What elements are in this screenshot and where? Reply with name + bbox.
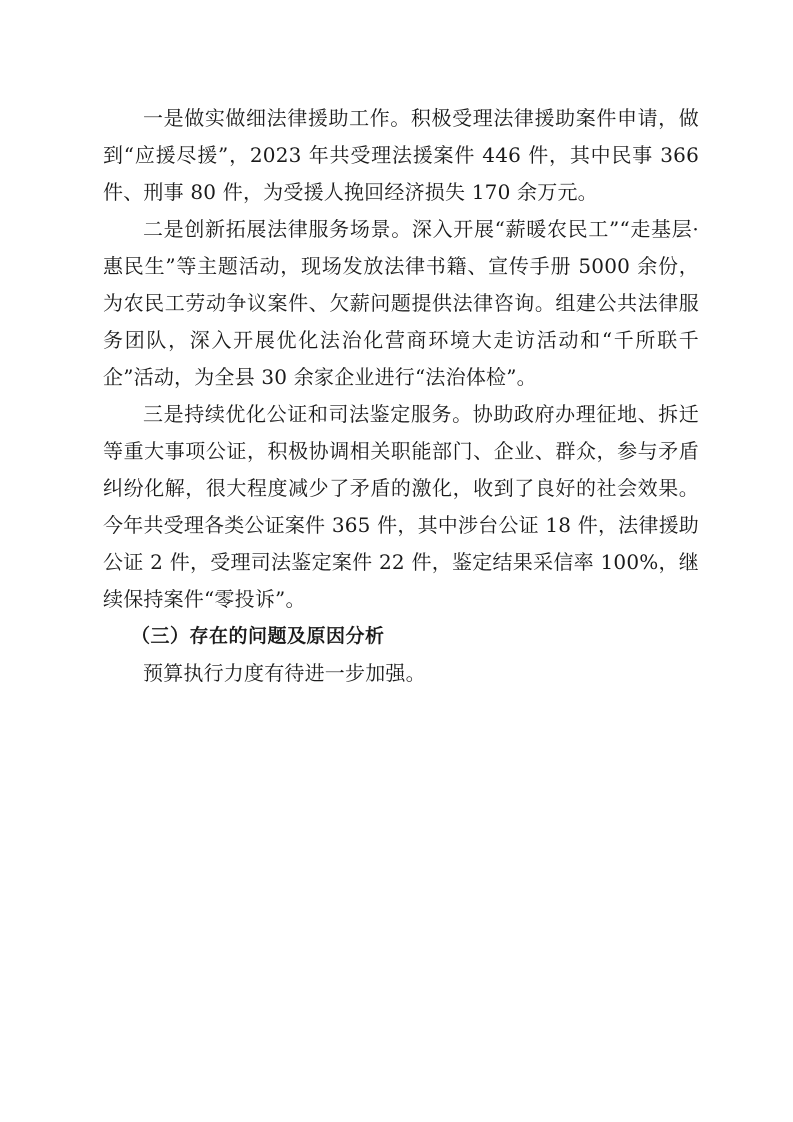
paragraph-legal-services: 二是创新拓展法律服务场景。深入开展“薪暖农民工”“走基层·惠民生”等主题活动，现场发放法律书籍、宣传手册 5000 余份，为农民工劳动争议案件、欠薪问题提供法律咨询。组建公共法律服务团队，深入开展优化法治化营商环境大走访活动和“千所联千企”活动，为全县 30 余家企业进行“法治体检”。 [103, 217, 699, 389]
paragraph-budget-issue: 预算执行力度有待进一步加强。 [143, 661, 426, 685]
paragraph-notary-services: 三是持续优化公证和司法鉴定服务。协助政府办理征地、拆迁等重大事项公证，积极协调相关职能部门、企业、群众，参与矛盾纠纷化解，很大程度减少了矛盾的激化，收到了良好的社会效果。今年共受理各类公证案件 365 件，其中涉台公证 18 件，法律援助公证 2 件，受理司法鉴定案件 22 件，鉴定结果采信率 100%，继续保持案件“零投诉”。 [103, 402, 699, 611]
section-heading: （三）存在的问题及原因分析 [131, 625, 385, 647]
paragraph-legal-aid: 一是做实做细法律援助工作。积极受理法律援助案件申请，做到“应援尽援”，2023 年共受理法援案件 446 件，其中民事 366 件、刑事 80 件，为受援人挽回经济损失 170 余万元。 [103, 106, 699, 204]
document-body [103, 100, 699, 692]
